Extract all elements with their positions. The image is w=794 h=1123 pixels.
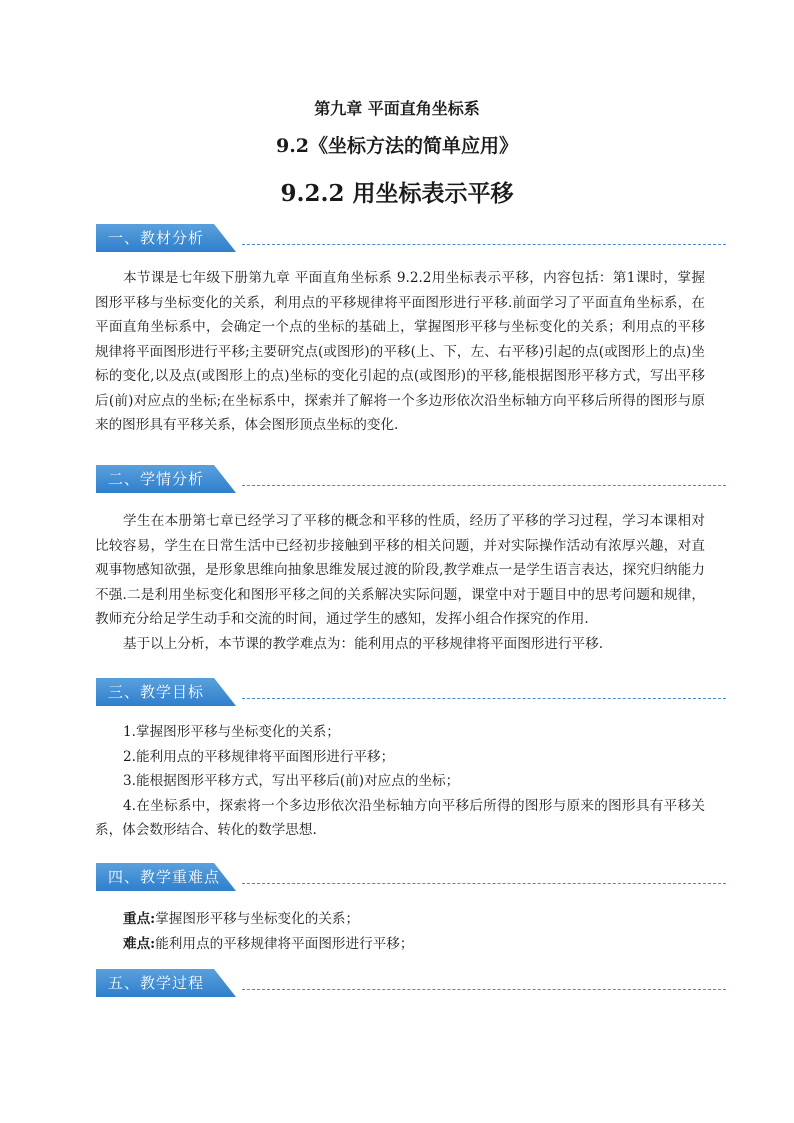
section-label: 一、教材分析 <box>108 229 205 247</box>
section-header-key-points <box>96 863 726 891</box>
student-analysis-block <box>95 509 705 656</box>
section-label: 五、教学过程 <box>108 974 205 992</box>
section-title: 9.2《坐标方法的简单应用》 <box>275 135 519 157</box>
section-label: 四、教学重难点 <box>108 868 221 886</box>
dashed-divider <box>242 989 726 990</box>
focus-text: 掌握图形平移与坐标变化的关系； <box>155 911 360 927</box>
section-header-student-analysis <box>96 465 726 493</box>
objectives-list <box>95 720 705 843</box>
section-label: 三、教学目标 <box>108 683 205 701</box>
difficulty-line <box>95 932 705 957</box>
difficulty-text: 能利用点的平移规律将平面图形进行平移； <box>155 935 414 952</box>
chapter-title: 第九章 平面直角坐标系 <box>314 99 480 118</box>
difficulty-label: 难点: <box>123 935 156 952</box>
focus-line <box>95 907 705 932</box>
section-header-objectives <box>96 678 726 706</box>
objective-item: 3.能根据图形平移方式，写出平移后(前)对应点的坐标； <box>123 773 460 789</box>
objective-item: 4.在坐标系中，探索将一个多边形依次沿坐标轴方向平移后所得的图形与原来的图形具有平移关系，体会数形结合、转化的数学思想. <box>95 797 705 838</box>
dashed-divider <box>242 244 726 245</box>
section-header-teaching-process <box>96 969 726 997</box>
section-label: 二、学情分析 <box>108 470 205 488</box>
objective-item: 2.能利用点的平移规律将平面图形进行平移； <box>123 748 395 765</box>
difficulty-summary-paragraph: 基于以上分析，本节课的教学难点为：能利用点的平移规律将平面图形进行平移. <box>123 635 604 652</box>
section-header-textbook-analysis <box>96 224 726 252</box>
lesson-title: 9.2.2 用坐标表示平移 <box>280 180 514 207</box>
textbook-analysis-paragraph: 本节课是七年级下册第九章 平面直角坐标系 9.2.2用坐标表示平移，内容包括：第1课时，掌握图形平移与坐标变化的关系，利用点的平移规律将平面图形进行平移.前面学习了平面直角坐标系，在平面直角坐标系中，会确定一个点的坐标的基础上，掌握图形平移与坐标变化的关系；利用点的平移规律将平面图形进行平移;主要研究点(或图形)的平移(上、下，左、右平移)引起的点(或图形上的点)坐标的变化,以及点(或图形上的点)坐标的变化引起的点(或图形)的平移,能根据图形平移方式，写出平移后(前)对应点的坐标;在坐标系中，探索并了解将一个多边形依次沿坐标轴方向平移后所得的图形与原来的图形具有平移关系，体会图形顶点坐标的变化. <box>95 270 705 433</box>
key-points-block <box>95 907 705 956</box>
focus-label: 重点: <box>123 911 156 927</box>
student-analysis-paragraph: 学生在本册第七章已经学习了平移的概念和平移的性质，经历了平移的学习过程，学习本课相对比较容易，学生在日常生活中已经初步接触到平移的相关问题，并对实际操作活动有浓厚兴趣，对直观事物感知欲强，是形象思维向抽象思维发展过渡的阶段,教学难点一是学生语言表达，探究归纳能力不强.二是利用坐标变化和图形平移之间的关系解决实际问题，课堂中对于题目中的思考问题和规律，教师充分给足学生动手和交流的时间，通过学生的感知，发挥小组合作探究的作用. <box>95 513 705 627</box>
objective-item: 1.掌握图形平移与坐标变化的关系； <box>123 724 340 740</box>
dashed-divider <box>242 883 726 884</box>
dashed-divider <box>242 485 726 486</box>
dashed-divider <box>242 698 726 699</box>
